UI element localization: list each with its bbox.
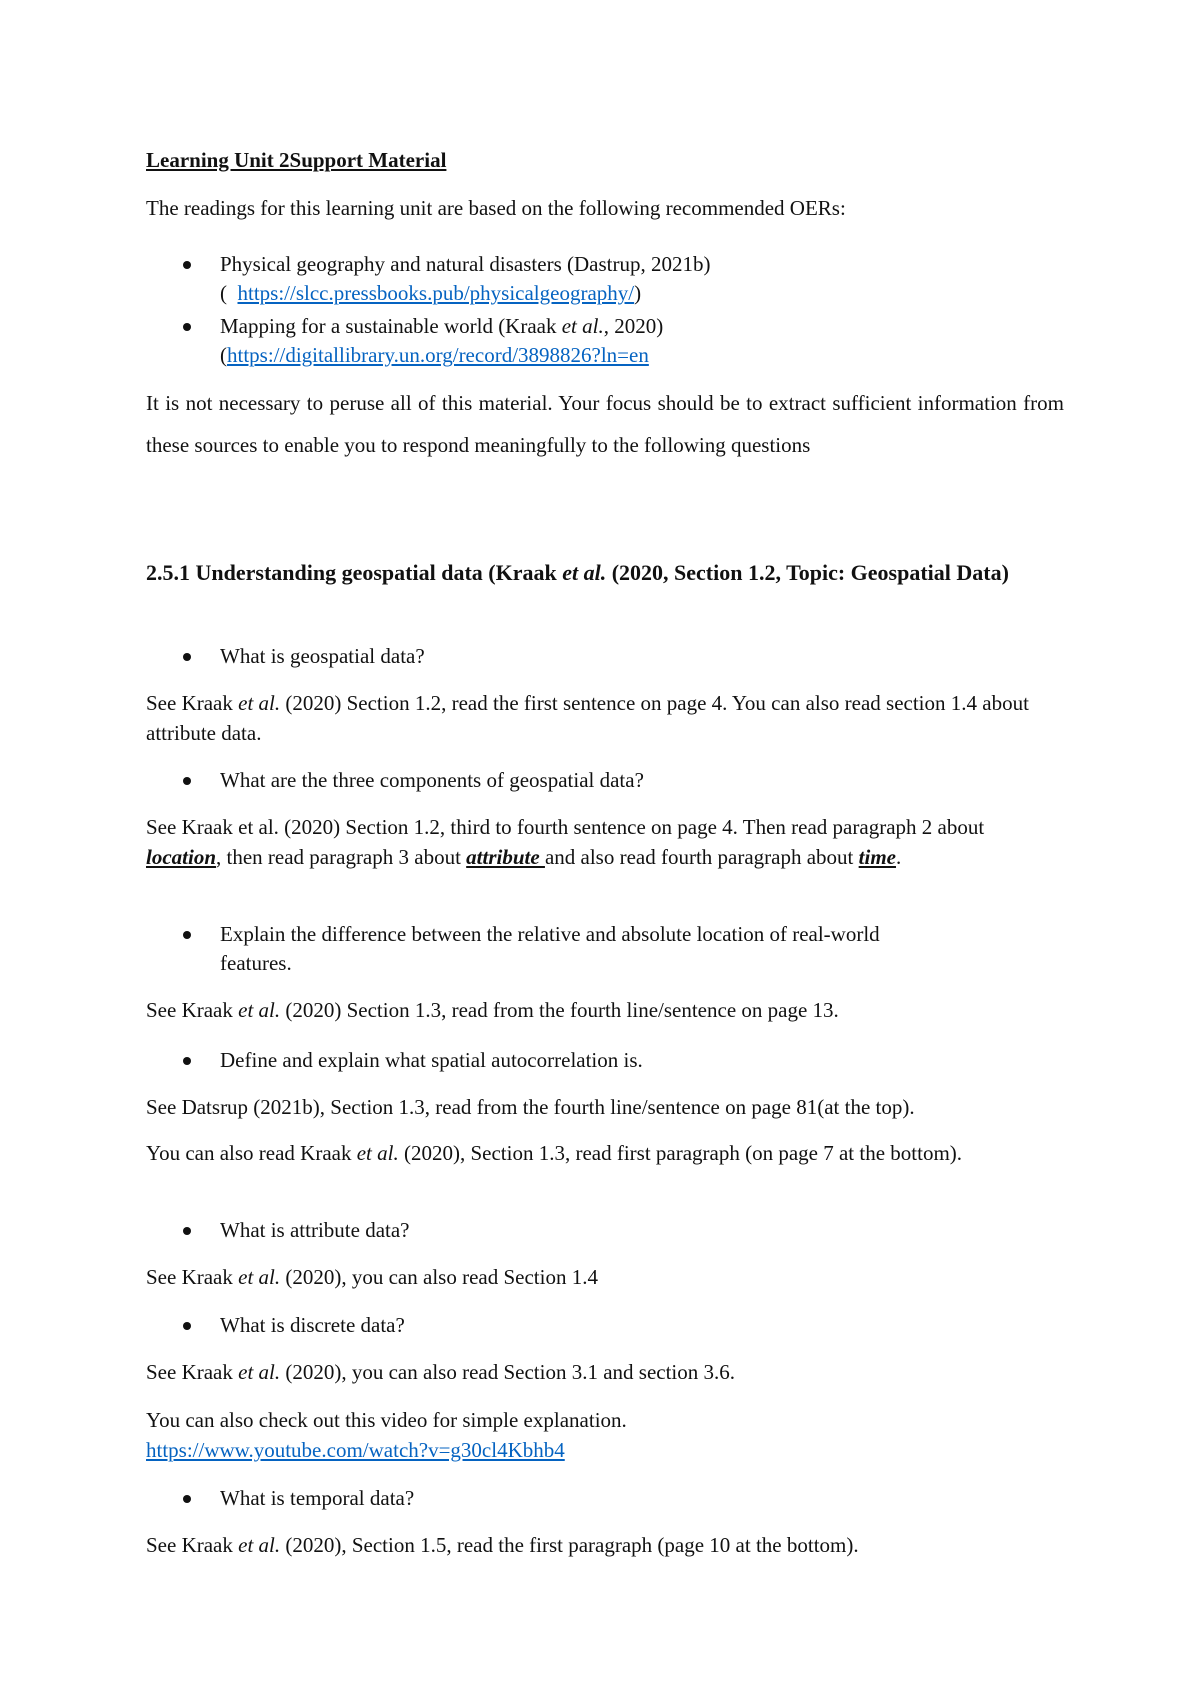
oer-title: Physical geography and natural disasters (Dastrup, 2021b) [220, 252, 711, 276]
question-list [146, 920, 1076, 978]
paren-open: ( [220, 343, 227, 367]
answer-paragraph [146, 995, 1064, 1025]
list-item [146, 312, 1076, 370]
heading-text-end: (2020, Section 1.2, Topic: Geospatial Data) [606, 560, 1009, 585]
answer-paragraph [146, 1357, 1064, 1387]
bullet-icon [183, 323, 191, 331]
intro-text: The readings for this learning unit are based on the following recommended OERs: [146, 196, 846, 220]
oer-link[interactable]: https://digitallibrary.un.org/record/3898826?ln=en [227, 343, 649, 367]
video-paragraph [146, 1405, 1064, 1465]
answer-text: and also read fourth paragraph about [544, 845, 859, 869]
answer-text: See Kraak [146, 998, 239, 1022]
video-link[interactable]: https://www.youtube.com/watch?v=g30cl4Kbhb4 [146, 1438, 565, 1462]
answer-italic: et al. [238, 691, 281, 715]
paren-close: ) [634, 281, 642, 305]
answer-text-end: . [895, 845, 902, 869]
answer-text: See Kraak et al. (2020) Section 1.2, third to fourth sentence on page 4. Then read paragraph 2 about [146, 815, 985, 839]
answer-text-end: (2020), Section 1.5, read the first paragraph (page 10 at the bottom). [280, 1533, 859, 1557]
answer-text-end: (2020) Section 1.3, read from the fourth line/sentence on page 13. [280, 998, 839, 1022]
answer-italic: et al. [238, 998, 281, 1022]
answer-text-end: (2020), you can also read Section 3.1 and section 3.6. [280, 1360, 736, 1384]
answer-text: See Kraak [146, 1533, 239, 1557]
bullet-icon [183, 653, 191, 661]
bullet-icon [183, 931, 191, 939]
answer-text: See Kraak [146, 691, 239, 715]
question-list [146, 766, 1076, 795]
list-item [146, 1046, 1076, 1075]
section-heading [146, 552, 1064, 594]
answer-text: See Kraak [146, 1265, 239, 1289]
answer-paragraph: See Datsrup (2021b), Section 1.3, read from the fourth line/sentence on page 81(at the top). [146, 1095, 915, 1119]
answer-text: , then read paragraph 3 about [216, 845, 467, 869]
question-list [146, 642, 1076, 671]
answer-paragraph [146, 1530, 1064, 1560]
oer-link[interactable]: https://slcc.pressbooks.pub/physicalgeography/ [237, 281, 635, 305]
oer-list [146, 250, 1076, 370]
answer-text-end: (2020), Section 1.3, read first paragraph (on page 7 at the bottom). [398, 1141, 963, 1165]
question-list [146, 1216, 1076, 1245]
question-text: Define and explain what spatial autocorrelation is. [220, 1048, 643, 1072]
bullet-icon [183, 1495, 191, 1503]
question-list [146, 1484, 1076, 1513]
bullet-icon [183, 261, 191, 269]
answer-paragraph [146, 812, 1064, 872]
list-item [146, 1484, 1076, 1513]
question-text: What is temporal data? [220, 1486, 415, 1510]
answer-paragraph [146, 1262, 1064, 1292]
emphasis-location: location [146, 845, 217, 869]
paren-open: ( [220, 281, 227, 305]
answer-italic: et al. [238, 1265, 281, 1289]
list-item [146, 250, 1076, 308]
video-text: You can also check out this video for simple explanation. [146, 1408, 627, 1432]
heading-text: 2.5.1 Understanding geospatial data (Kraak [146, 560, 563, 585]
page-title: Learning Unit 2Support Material [146, 148, 447, 172]
heading-italic: et al. [562, 560, 607, 585]
answer-text: You can also read Kraak [146, 1141, 357, 1165]
bullet-icon [183, 777, 191, 785]
question-text: What are the three components of geospatial data? [220, 768, 644, 792]
answer-paragraph [146, 1138, 1064, 1168]
answer-italic: et al. [238, 1533, 281, 1557]
question-list [146, 1046, 1076, 1075]
answer-text-end: (2020) Section 1.2, read the first sentence on page 4. You can also read section 1.4 about attribute data. [146, 691, 1029, 745]
oer-title-year: , 2020) [603, 314, 664, 338]
list-item [146, 920, 900, 978]
list-item [146, 1216, 1076, 1245]
list-item [146, 642, 1076, 671]
bullet-icon [183, 1322, 191, 1330]
oer-title-italic: et al. [561, 314, 604, 338]
answer-text: See Kraak [146, 1360, 239, 1384]
answer-italic: et al. [238, 1360, 281, 1384]
emphasis-attribute: attribute [466, 845, 545, 869]
bullet-icon [183, 1227, 191, 1235]
question-text: Explain the difference between the relative and absolute location of real-world features. [220, 922, 880, 975]
note-paragraph: It is not necessary to peruse all of this material. Your focus should be to extract sufficient information from these sources to enable you to respond meaningfully to the following questions [146, 391, 1064, 457]
list-item [146, 766, 1076, 795]
question-text: What is geospatial data? [220, 644, 425, 668]
answer-text-end: (2020), you can also read Section 1.4 [280, 1265, 598, 1289]
question-list [146, 1311, 1076, 1340]
bullet-icon [183, 1057, 191, 1065]
answer-italic: et al. [356, 1141, 399, 1165]
list-item [146, 1311, 1076, 1340]
emphasis-time: time [858, 845, 896, 869]
oer-title: Mapping for a sustainable world (Kraak [220, 314, 562, 338]
answer-paragraph [146, 688, 1064, 748]
question-text: What is discrete data? [220, 1313, 405, 1337]
question-text: What is attribute data? [220, 1218, 410, 1242]
